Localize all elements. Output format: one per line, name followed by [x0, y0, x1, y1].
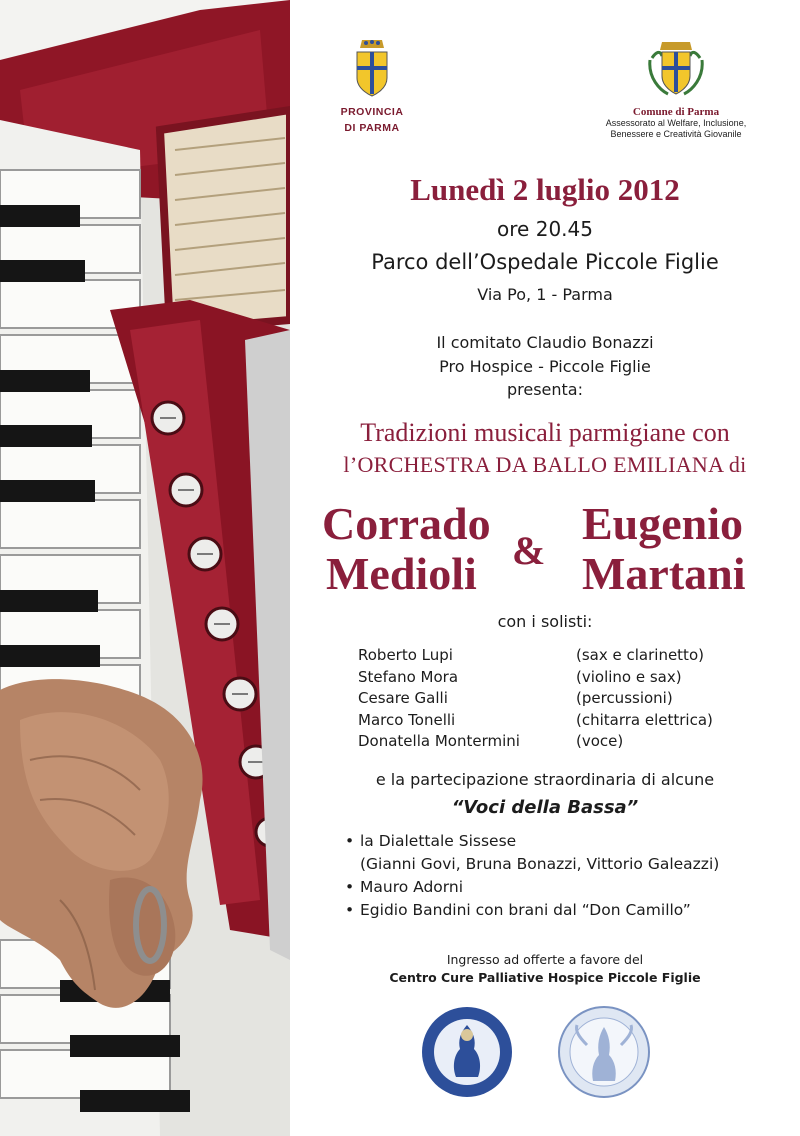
- list-item: [345, 876, 785, 899]
- event-address: Via Po, 1 - Parma: [477, 285, 613, 304]
- soloist-row: [358, 731, 778, 753]
- accordion-artwork: [0, 0, 290, 1136]
- soloist-role: (chitarra elettrica): [576, 710, 713, 729]
- soloists-heading: con i solisti:: [497, 612, 593, 631]
- guests-group: “Voci della Bassa”: [451, 797, 639, 818]
- entry-line2: Centro Cure Palliative Hospice Piccole Figlie: [389, 970, 701, 985]
- organizer-line3: presenta:: [506, 380, 583, 399]
- soloist-role: (percussioni): [576, 689, 673, 707]
- leader2-first-name: Eugenio: [582, 498, 744, 549]
- comune-sub-line1: Assessorato al Welfare, Inclusione,: [605, 118, 747, 128]
- soloist-row: [358, 688, 778, 710]
- accordion-illustration: [0, 0, 290, 1136]
- guest-text: (Gianni Govi, Bruna Bonazzi, Vittorio Galeazzi): [360, 855, 720, 873]
- soloists-list: [358, 645, 778, 753]
- entry-line1: Ingresso ad offerte a favore del: [446, 952, 644, 967]
- soloist-row: [358, 667, 778, 689]
- guests-intro: e la partecipazione straordinaria di alcune: [375, 770, 715, 789]
- seal-icon: [420, 1005, 514, 1099]
- title-line1: Tradizioni musicali parmigiane con: [360, 418, 730, 447]
- ampersand: &: [512, 528, 546, 573]
- soloist-name: Marco Tonelli: [358, 710, 456, 729]
- leader2-last-name: Martani: [582, 548, 746, 599]
- soloist-row: [358, 645, 778, 667]
- soloist-row: [358, 710, 778, 732]
- hospice-seal: [557, 1005, 651, 1103]
- soloist-name: Donatella Montermini: [358, 732, 520, 750]
- soloist-name: Cesare Galli: [358, 689, 448, 707]
- list-item: [345, 899, 785, 922]
- title-line2: l’ORCHESTRA DA BALLO EMILIANA di: [343, 452, 747, 477]
- soloist-role: (sax e clarinetto): [576, 646, 704, 664]
- bullet-icon: •: [345, 901, 355, 919]
- list-item: [345, 853, 785, 876]
- provincia-line1: PROVINCIA: [340, 106, 404, 118]
- guest-text: Mauro Adorni: [360, 878, 464, 896]
- event-date: Lunedì 2 luglio 2012: [410, 172, 680, 207]
- soloist-role: (voce): [576, 732, 624, 750]
- provincia-line2: DI PARMA: [344, 122, 400, 134]
- comune-name: Comune di Parma: [632, 106, 720, 118]
- bullet-icon: •: [345, 832, 355, 850]
- seal-icon: [557, 1005, 651, 1099]
- leader1-first-name: Corrado: [322, 498, 491, 549]
- organizer-line2: Pro Hospice - Piccole Figlie: [439, 357, 651, 376]
- organizer-line1: Il comitato Claudio Bonazzi: [436, 333, 654, 352]
- event-time: ore 20.45: [497, 217, 593, 241]
- soloist-name: Stefano Mora: [358, 667, 459, 686]
- list-item: [345, 830, 785, 853]
- soloist-role: (violino e sax): [576, 667, 682, 686]
- comune-sub-line2: Benessere e Creatività Giovanile: [610, 128, 742, 139]
- event-venue: Parco dell’Ospedale Piccole Figlie: [371, 250, 719, 274]
- guest-text: Egidio Bandini con brani dal “Don Camillo”: [360, 901, 691, 919]
- guests-list: [345, 830, 785, 922]
- leader1-last-name: Medioli: [326, 548, 477, 599]
- soloist-name: Roberto Lupi: [358, 646, 453, 664]
- comitato-seal: [420, 1005, 514, 1103]
- guest-text: la Dialettale Sissese: [360, 832, 517, 850]
- bullet-icon: •: [345, 878, 355, 896]
